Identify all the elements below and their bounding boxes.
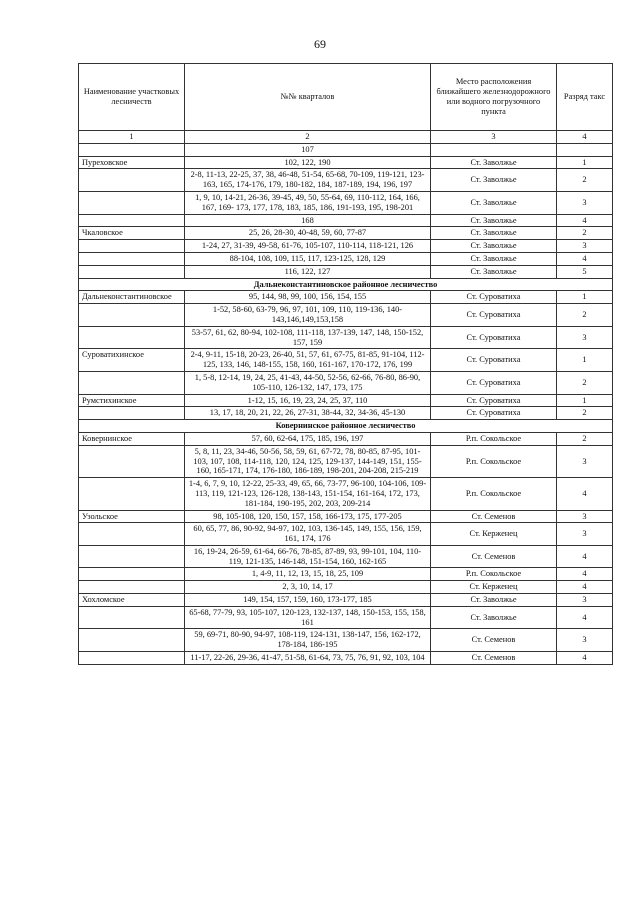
loading-point-cell: Ст. Семенов [431,629,557,652]
column-number: 2 [185,131,431,144]
page-number: 69 [314,37,326,51]
loading-point-cell: Ст. Суроватиха [431,371,557,394]
loading-point-cell: Ст. Заволжье [431,265,557,278]
tax-category-cell: 4 [557,545,613,568]
quarters-cell: 95, 144, 98, 99, 100, 156, 154, 155 [185,291,431,304]
quarters-cell: 13, 17, 18, 20, 21, 22, 26, 27-31, 38-44, 32, 34-36, 45-130 [185,407,431,420]
table-row [79,371,613,394]
forestry-name-cell [79,568,185,581]
forestry-name-cell [79,143,185,156]
table-row [79,156,613,169]
table-row [79,478,613,510]
table-row [79,394,613,407]
header-quarters: №№ кварталов [185,64,431,131]
tax-category-cell: 1 [557,291,613,304]
loading-point-cell: Ст. Суроватиха [431,394,557,407]
tax-category-cell: 4 [557,478,613,510]
quarters-cell: 53-57, 61, 62, 80-94, 102-108, 111-118, 137-139, 147, 148, 150-152, 157, 159 [185,326,431,349]
loading-point-cell: Ст. Керженец [431,581,557,594]
loading-point-cell: Ст. Заволжье [431,594,557,607]
forestry-name-cell [79,523,185,546]
tax-category-cell: 3 [557,240,613,253]
forestry-name-cell: Суроватихинское [79,349,185,372]
quarters-cell: 102, 122, 190 [185,156,431,169]
tax-category-cell: 2 [557,407,613,420]
table-row [79,581,613,594]
tax-category-cell: 4 [557,606,613,629]
loading-point-cell: Ст. Заволжье [431,252,557,265]
quarters-cell: 1-12, 15, 16, 19, 23, 24, 25, 37, 110 [185,394,431,407]
tax-category-cell: 1 [557,156,613,169]
tax-category-cell: 3 [557,191,613,214]
quarters-cell: 1, 9, 10, 14-21, 26-36, 39-45, 49, 50, 55-64, 69, 110-112, 164, 166, 167, 169- 173, 177, 178, 183, 185, 186, 191-193, 195, 198-201 [185,191,431,214]
table-row [79,629,613,652]
tax-category-cell: 3 [557,510,613,523]
header-tax-category: Разряд такс [557,64,613,131]
loading-point-cell: Ст. Заволжье [431,169,557,192]
header-loading-point: Место расположения ближайшего железнодорожного или водного погрузочного пункта [431,64,557,131]
quarters-cell: 57, 60, 62-64, 175, 185, 196, 197 [185,432,431,445]
tax-category-cell: 4 [557,568,613,581]
header-row [79,64,613,131]
loading-point-cell: Р.п. Сокольское [431,568,557,581]
table-row [79,169,613,192]
tax-category-cell: 4 [557,214,613,227]
table-row [79,227,613,240]
forestry-name-cell: Дальнеконстантиновское [79,291,185,304]
quarters-cell: 1, 4-9, 11, 12, 13, 15, 18, 25, 109 [185,568,431,581]
table-row [79,143,613,156]
quarters-cell: 1-24, 27, 31-39, 49-58, 61-76, 105-107, 110-114, 118-121, 126 [185,240,431,253]
table-row [79,594,613,607]
table-row [79,545,613,568]
tax-category-cell: 4 [557,581,613,594]
quarters-cell: 88-104, 108, 109, 115, 117, 123-125, 128, 129 [185,252,431,265]
tax-category-cell: 3 [557,594,613,607]
loading-point-cell: Р.п. Сокольское [431,432,557,445]
table-row [79,304,613,327]
forestry-name-cell: Пуреховское [79,156,185,169]
table-row [79,240,613,253]
quarters-cell: 1, 5-8, 12-14, 19, 24, 25, 41-43, 44-50, 52-56, 62-66, 76-80, 86-90, 105-110, 126-132, 147, 173, 175 [185,371,431,394]
table-row [79,326,613,349]
loading-point-cell: Ст. Заволжье [431,240,557,253]
quarters-cell: 149, 154, 157, 159, 160, 173-177, 185 [185,594,431,607]
forestry-name-cell: Чкаловское [79,227,185,240]
forestry-name-cell [79,252,185,265]
quarters-cell: 60, 65, 77, 86, 90-92, 94-97, 102, 103, 136-145, 149, 155, 156, 159, 161, 174, 176 [185,523,431,546]
table-row [79,510,613,523]
forestry-name-cell [79,371,185,394]
forestry-name-cell [79,581,185,594]
loading-point-cell: Ст. Заволжье [431,214,557,227]
quarters-cell: 25, 26, 28-30, 40-48, 59, 60, 77-87 [185,227,431,240]
quarters-cell: 116, 122, 127 [185,265,431,278]
tax-category-cell [557,143,613,156]
table-row [79,349,613,372]
loading-point-cell: Ст. Заволжье [431,606,557,629]
column-number: 4 [557,131,613,144]
forestry-name-cell: Румстихинское [79,394,185,407]
loading-point-cell: Ст. Заволжье [431,191,557,214]
table-row [79,252,613,265]
quarters-cell: 2, 3, 10, 14, 17 [185,581,431,594]
table-row [79,568,613,581]
quarters-cell: 2-8, 11-13, 22-25, 37, 38, 46-48, 51-54, 65-68, 70-109, 119-121, 123-163, 165, 174-176, 179, 180-182, 184, 187-189, 194, 196, 197 [185,169,431,192]
table-row [79,606,613,629]
quarters-cell: 168 [185,214,431,227]
loading-point-cell: Ст. Семенов [431,545,557,568]
loading-point-cell: Ст. Заволжье [431,227,557,240]
tax-category-cell: 3 [557,629,613,652]
forestry-name-cell [79,478,185,510]
forestry-name-cell [79,214,185,227]
tax-category-cell: 2 [557,432,613,445]
header-forestry-name: Наименование участковых лесничеств [79,64,185,131]
forestry-name-cell [79,652,185,665]
table-row [79,652,613,665]
table-row [79,407,613,420]
forestry-name-cell [79,265,185,278]
forestry-name-cell: Узольское [79,510,185,523]
table-row [79,191,613,214]
loading-point-cell: Ст. Суроватиха [431,326,557,349]
section-header-row [79,278,613,291]
loading-point-cell: Ст. Суроватиха [431,349,557,372]
forestry-name-cell [79,326,185,349]
loading-point-cell: Р.п. Сокольское [431,478,557,510]
tax-category-cell: 1 [557,394,613,407]
tax-category-cell: 3 [557,523,613,546]
table-row [79,291,613,304]
column-number: 1 [79,131,185,144]
forestry-name-cell [79,304,185,327]
tax-category-cell: 2 [557,227,613,240]
loading-point-cell: Ст. Суроватиха [431,407,557,420]
forestry-name-cell [79,545,185,568]
quarters-cell: 1-4, 6, 7, 9, 10, 12-22, 25-33, 49, 65, 66, 73-77, 96-100, 104-106, 109-113, 119, 121-123, 126-128, 138-143, 151-154, 161-164, 172, 173, 181-184, 190-195, 202, 203, 209-214 [185,478,431,510]
quarters-cell: 65-68, 77-79, 93, 105-107, 120-123, 132-137, 148, 150-153, 155, 158, 161 [185,606,431,629]
section-header-row [79,420,613,433]
tax-category-cell: 3 [557,326,613,349]
forestry-name-cell: Ковернинское [79,432,185,445]
loading-point-cell: Р.п. Сокольское [431,445,557,477]
table-row [79,432,613,445]
column-number: 3 [431,131,557,144]
tax-category-cell: 4 [557,252,613,265]
quarters-cell: 98, 105-108, 120, 150, 157, 158, 166-173, 175, 177-205 [185,510,431,523]
tax-category-cell: 3 [557,445,613,477]
forestry-name-cell [79,445,185,477]
table-row [79,265,613,278]
tax-category-cell: 2 [557,304,613,327]
loading-point-cell: Ст. Заволжье [431,156,557,169]
tax-category-cell: 5 [557,265,613,278]
tax-category-cell: 1 [557,349,613,372]
column-number-row [79,131,613,144]
section-title: Дальнеконстантиновское районное лесничество [79,278,613,291]
quarters-cell: 5, 8, 11, 23, 34-46, 50-56, 58, 59, 61, 67-72, 78, 80-85, 87-95, 101-103, 107, 108, 114-118, 120, 124, 125, 129-137, 144-149, 151, 155-160, 165-171, 174, 176-180, 186-189, 198-201, 204-208, 215-219 [185,445,431,477]
quarters-cell: 16, 19-24, 26-59, 61-64, 66-76, 78-85, 87-89, 93, 99-101, 104, 110-119, 121-135, 146-148, 151-154, 160, 162-165 [185,545,431,568]
table-row [79,523,613,546]
loading-point-cell: Ст. Керженец [431,523,557,546]
table-row [79,445,613,477]
forest-quarters-table [78,63,613,665]
forestry-name-cell [79,169,185,192]
tax-category-cell: 4 [557,652,613,665]
forestry-name-cell [79,240,185,253]
section-title: Ковернинское районное лесничество [79,420,613,433]
quarters-cell: 59, 69-71, 80-90, 94-97, 108-119, 124-131, 138-147, 156, 162-172, 178-184, 186-195 [185,629,431,652]
forestry-name-cell [79,629,185,652]
quarters-cell: 1-52, 58-60, 63-79, 96, 97, 101, 109, 110, 119-136, 140-143,146,149,153,158 [185,304,431,327]
tax-category-cell: 2 [557,169,613,192]
loading-point-cell: Ст. Суроватиха [431,291,557,304]
loading-point-cell: Ст. Семенов [431,652,557,665]
forestry-name-cell: Хохломское [79,594,185,607]
quarters-cell: 107 [185,143,431,156]
loading-point-cell [431,143,557,156]
forestry-name-cell [79,407,185,420]
tax-category-cell: 2 [557,371,613,394]
forestry-name-cell [79,606,185,629]
quarters-cell: 11-17, 22-26, 29-36, 41-47, 51-58, 61-64, 73, 75, 76, 91, 92, 103, 104 [185,652,431,665]
quarters-cell: 2-4, 9-11, 15-18, 20-23, 26-40, 51, 57, 61, 67-75, 81-85, 91-104, 112-125, 133, 146, 148-155, 158, 160, 161-167, 170-172, 176, 199 [185,349,431,372]
forestry-name-cell [79,191,185,214]
loading-point-cell: Ст. Суроватиха [431,304,557,327]
table-row [79,214,613,227]
loading-point-cell: Ст. Семенов [431,510,557,523]
